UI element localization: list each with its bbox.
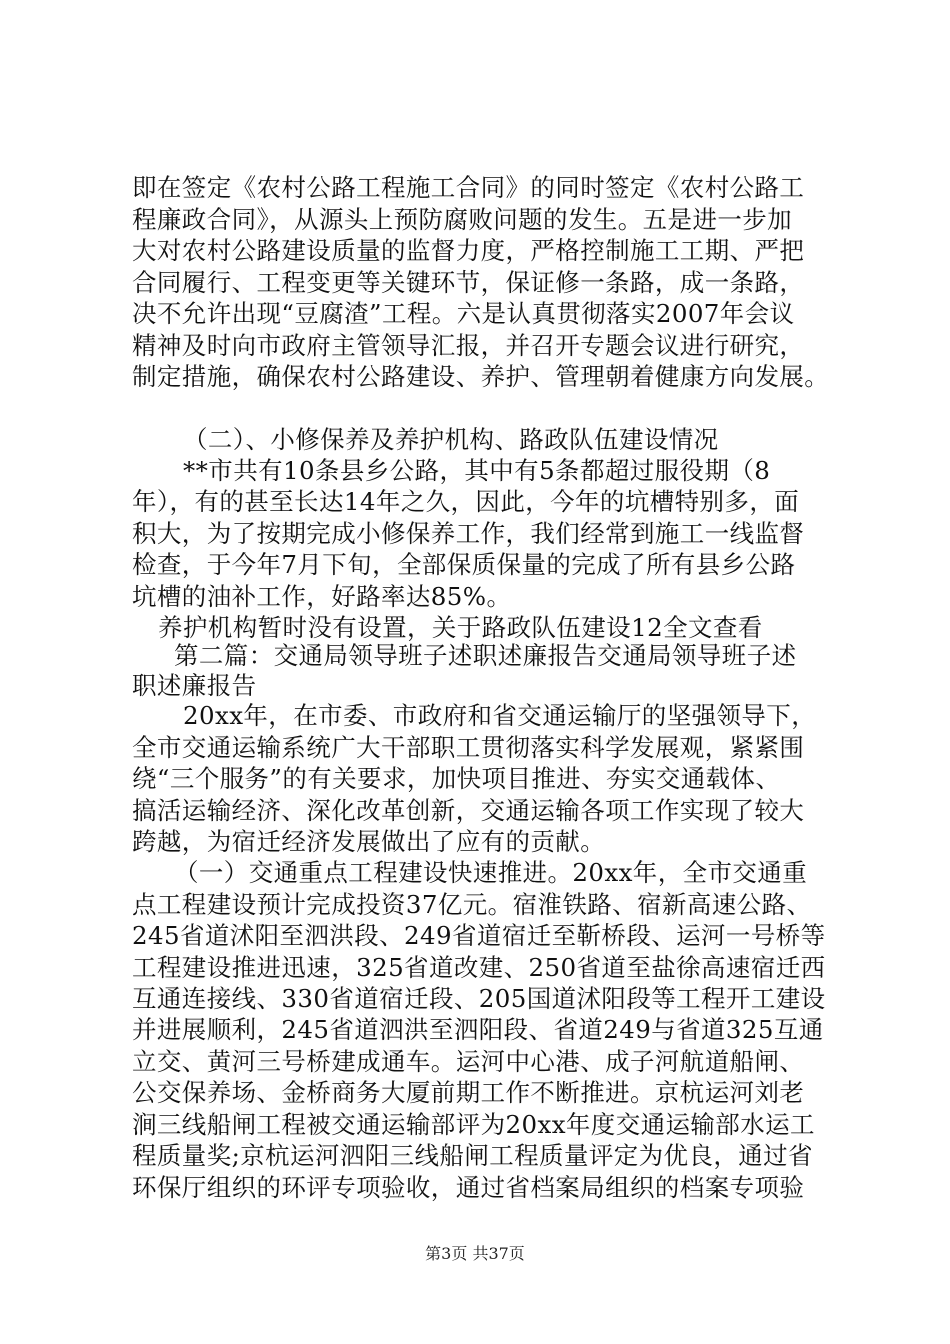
text-line: 职述廉报告 [132,671,257,700]
text-line: 环保厅组织的环评专项验收，通过省档案局组织的档案专项验 [132,1173,805,1202]
text-line: 第二篇：交通局领导班子述职述廉报告交通局领导班子述 [174,641,797,670]
text-line: 互通连接线、330省道宿迁段、205国道沭阳段等工程开工建设 [132,984,826,1013]
text-line: **市共有10条县乡公路，其中有5条都超过服役期（8 [183,456,771,485]
text-line: 养护机构暂时没有设置，关于路政队伍建设12全文查看 [158,613,763,642]
text-line: 大对农村公路建设质量的监督力度，严格控制施工工期、严把 [132,236,805,265]
page-footer: 第3页 共37页 [425,1244,525,1263]
text-line: 积大，为了按期完成小修保养工作，我们经常到施工一线监督 [132,519,805,548]
text-line: 立交、黄河三号桥建成通车。运河中心港、成子河航道船闸、 [132,1047,805,1076]
text-line: 工程建设推进迅速，325省道改建、250省道至盐徐高速宿迁西 [132,953,826,982]
text-line: 年），有的甚至长达14年之久，因此，今年的坑槽特别多，面 [132,487,800,516]
text-line: 全市交通运输系统广大干部职工贯彻落实科学发展观，紧紧围 [132,733,805,762]
text-line: 20xx年，在市委、市政府和省交通运输厅的坚强领导下， [183,701,817,730]
text-line: 程质量奖;京杭运河泗阳三线船闸工程质量评定为优良，通过省 [132,1141,813,1170]
text-line: （一）交通重点工程建设快速推进。20xx年，全市交通重 [174,858,808,887]
text-line: 决不允许出现“豆腐渣”工程。六是认真贯彻落实2007年会议 [132,299,795,328]
text-line: 绕“三个服务”的有关要求，加快项目推进、夯实交通载体、 [132,764,781,793]
text-line: 并进展顺利，245省道泗洪至泗阳段、省道249与省道325互通 [132,1015,824,1044]
text-line: 点工程建设预计完成投资37亿元。宿淮铁路、宿新高速公路、 [132,890,812,919]
text-line: 涧三线船闸工程被交通运输部评为20xx年度交通运输部水运工 [132,1110,815,1139]
text-line: 公交保养场、金桥商务大厦前期工作不断推进。京杭运河刘老 [132,1078,805,1107]
text-line: 245省道沭阳至泗洪段、249省道宿迁至靳桥段、运河一号桥等 [132,921,826,950]
text-line: 程廉政合同》，从源头上预防腐败问题的发生。五是进一步加 [132,205,793,234]
text-line: 即在签定《农村公路工程施工合同》的同时签定《农村公路工 [132,173,805,202]
text-line: 合同履行、工程变更等关键环节，保证修一条路，成一条路， [132,268,805,297]
text-line: 搞活运输经济、深化改革创新，交通运输各项工作实现了较大 [132,796,805,825]
text-line: 精神及时向市政府主管领导汇报，并召开专题会议进行研究， [132,331,805,360]
text-line: 跨越，为宿迁经济发展做出了应有的贡献。 [132,827,606,856]
text-line: （二）、小修保养及养护机构、路政队伍建设情况 [183,425,719,454]
text-line: 制定措施，确保农村公路建设、养护、管理朝着健康方向发展。 [132,362,830,391]
text-line: 坑槽的油补工作，好路率达85%。 [132,582,512,611]
text-line: 检查，于今年7月下旬，全部保质保量的完成了所有县乡公路 [132,550,796,579]
